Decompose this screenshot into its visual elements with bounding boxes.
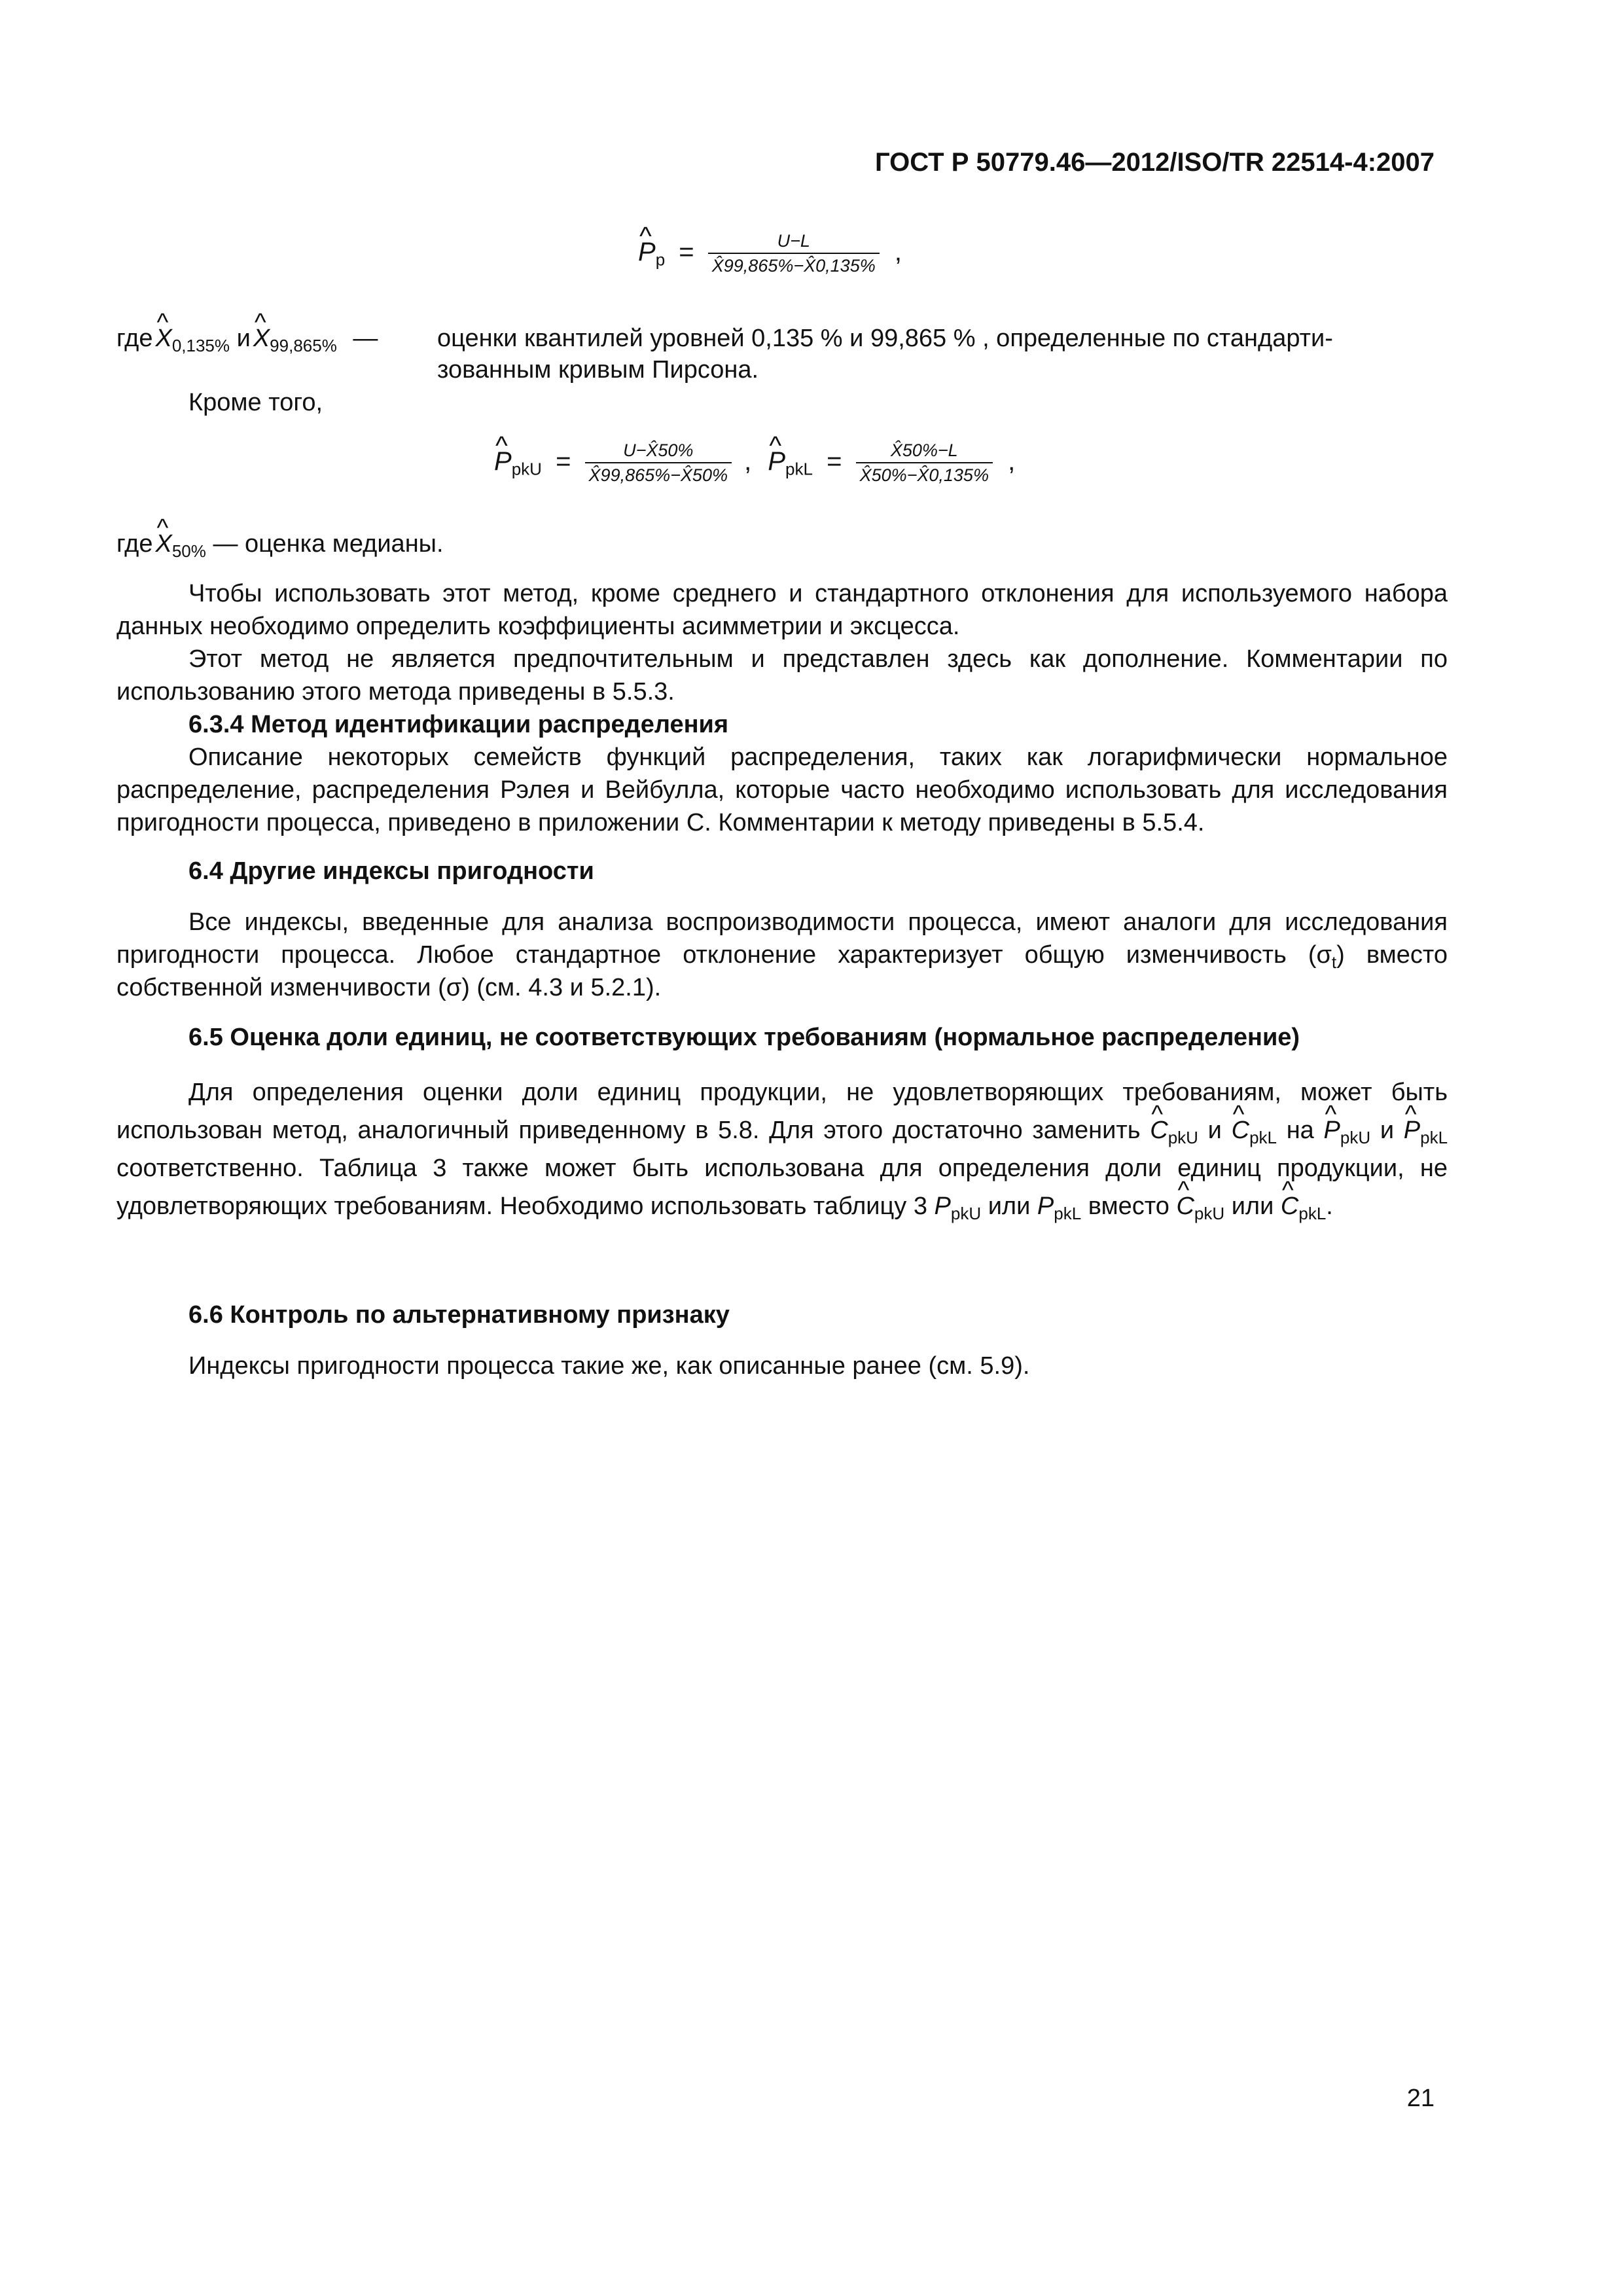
- paragraph-coefficients: [116, 577, 1448, 643]
- ppk-sub: pkL: [785, 459, 813, 479]
- where-lead: где: [116, 530, 153, 558]
- index-sub: pkU: [1168, 1128, 1198, 1147]
- ppkl-numerator: X̂50%−L: [890, 440, 958, 460]
- section-6-4-title: 6.4 Другие индексы пригодности: [188, 857, 594, 885]
- where-quantiles-text-2: зованным кривым Пирсона.: [437, 356, 759, 384]
- document-header: ГОСТ Р 50779.46—2012/ISO/TR 22514-4:2007: [875, 148, 1435, 177]
- section-6-5-title: 6.5 Оценка доли единиц, не соответствующих требованиям (нормальное распределение): [188, 1024, 1300, 1051]
- paragraph-other-indices: [116, 906, 1448, 1004]
- ppkl-denominator: X̂50%−X̂0,135%: [859, 465, 989, 485]
- and-word: и: [236, 325, 251, 352]
- ppk-sub: pkU: [511, 459, 542, 479]
- x-sub: 0,135%: [171, 336, 230, 355]
- ppk-symbol: ^ P: [494, 447, 512, 476]
- paragraph-nonconforming: [116, 1073, 1448, 1225]
- p-hat-symbol: ^ P: [1404, 1111, 1420, 1149]
- where-quantiles-text-1: оценки квантилей уровней 0,135 % и 99,865 % , определенные по стандарти-: [437, 325, 1333, 352]
- where-median: [116, 528, 444, 560]
- formula-comma: ,: [1008, 446, 1016, 476]
- index-sub: pkL: [1249, 1128, 1277, 1147]
- pp-fraction: [708, 230, 880, 276]
- instead-word: вместо: [1088, 1193, 1169, 1220]
- p-hat-symbol: ^ P: [1324, 1111, 1340, 1149]
- paragraph-text: Чтобы использовать этот метод, кроме среднего и стандартного отклонения для используемого набора данных необходимо определить коэффициенты асимметрии и эксцесса.: [116, 580, 1448, 640]
- x-hat-symbol: ^ X: [155, 528, 171, 560]
- where-lead: где: [116, 325, 153, 352]
- c-hat-symbol: ^ C: [1281, 1187, 1298, 1225]
- pp-denominator: X̂99,865%−X̂0,135%: [711, 256, 876, 276]
- ppkl-fraction: [856, 440, 993, 486]
- paragraph-text: Индексы пригодности процесса такие же, как описанные ранее (см. 5.9).: [188, 1352, 1030, 1380]
- formula-ppk: ^ $P_{pkU}$ = $\frac{U-X̂50\%}{X̂99,865\%-X̂50\%}$ , ^ $P_{pkL}$ = $\frac{X̂50\%-L}{X̂50\%-X̂0,135\%}$ ,: [494, 440, 1015, 486]
- paragraph-text: Описание некоторых семейств функций распределения, таких как логарифмически нормальное распределение, распределения Рэлея и Вейбулла, которые часто необходимо использовать для исследования пригодности процесса, приведено в приложении С. Комментарии к методу приведены в 5.5.4.: [116, 744, 1448, 836]
- pp-numerator: U−L: [777, 231, 810, 251]
- c-hat-symbol: ^ C: [1176, 1187, 1194, 1225]
- or-word: или: [988, 1193, 1031, 1220]
- ppku-denominator: X̂99,865%−X̂50%: [588, 465, 728, 485]
- and-word: и: [1207, 1117, 1222, 1144]
- sigma-sub: t: [1331, 952, 1337, 972]
- paragraph-text: ) вместо собственной изменчивости (σ) (см. 4.3 и 5.2.1).: [116, 941, 1448, 1001]
- index-sub: pkL: [1298, 1204, 1327, 1223]
- paragraph-text: Этот метод не является предпочтительным и представлен здесь как дополнение. Комментарии по использованию этого метода приведены в 5.5.3.: [116, 645, 1448, 706]
- p-symbol: P: [934, 1193, 951, 1220]
- ppk-symbol: ^ P: [768, 447, 785, 476]
- paragraph-text: Все индексы, введенные для анализа воспроизводимости процесса, имеют аналоги для исследования пригодности процесса. Любое стандартное отклонение характеризует общую изменчивость (σ: [116, 908, 1448, 969]
- pp-symbol: ^ P: [638, 238, 656, 267]
- besides-text: Кроме того,: [188, 389, 323, 416]
- formula-comma: ,: [894, 237, 902, 266]
- and-word: и: [1380, 1117, 1395, 1144]
- x-sub: 99,865%: [270, 336, 337, 355]
- x-sub: 50%: [171, 541, 206, 561]
- x-hat-symbol: ^ X: [253, 322, 270, 355]
- dash: —: [353, 325, 378, 352]
- paragraph-distribution-families: [116, 741, 1448, 839]
- c-hat-symbol: ^ C: [1232, 1111, 1249, 1149]
- p-symbol: P: [1037, 1193, 1054, 1220]
- index-sub: pkU: [950, 1204, 982, 1223]
- paragraph-text: Для определения оценки доли единиц продукции, не удовлетворяющих требованиям, может быть использован метод, аналогичный приведенному в 5.8. Для этого достаточно заменить: [116, 1079, 1448, 1144]
- section-6-3-4-title: 6.3.4 Метод идентификации распределения: [188, 711, 729, 738]
- index-sub: pkU: [1194, 1204, 1225, 1223]
- na-word: на: [1286, 1117, 1314, 1144]
- x-hat-symbol: ^ X: [155, 322, 171, 355]
- paragraph-not-preferred: [116, 643, 1448, 708]
- formula-sep: ,: [744, 446, 752, 476]
- equals-sign: =: [679, 237, 694, 266]
- formula-pp: [638, 230, 902, 276]
- index-sub: pkL: [1054, 1204, 1082, 1223]
- index-sub: pkL: [1420, 1128, 1448, 1147]
- period: .: [1326, 1193, 1333, 1220]
- median-text: — оценка медианы.: [213, 530, 444, 558]
- ppku-fraction: [585, 440, 732, 486]
- paragraph-text: соответственно. Таблица 3 также может быть использована для определения доли единиц продукции, не удовлетворяющих требованиям. Необходимо использовать таблицу 3: [116, 1155, 1448, 1220]
- section-6-6-title: 6.6 Контроль по альтернативному признаку: [188, 1301, 730, 1329]
- c-hat-symbol: ^ C: [1150, 1111, 1168, 1149]
- pp-sub: p: [655, 249, 666, 270]
- paragraph-attribute-control: [116, 1350, 1448, 1382]
- page-number: 21: [1406, 2085, 1435, 2112]
- where-quantiles: [116, 322, 378, 355]
- index-sub: pkU: [1340, 1128, 1371, 1147]
- ppku-numerator: U−X̂50%: [623, 440, 694, 460]
- or-word: или: [1231, 1193, 1274, 1220]
